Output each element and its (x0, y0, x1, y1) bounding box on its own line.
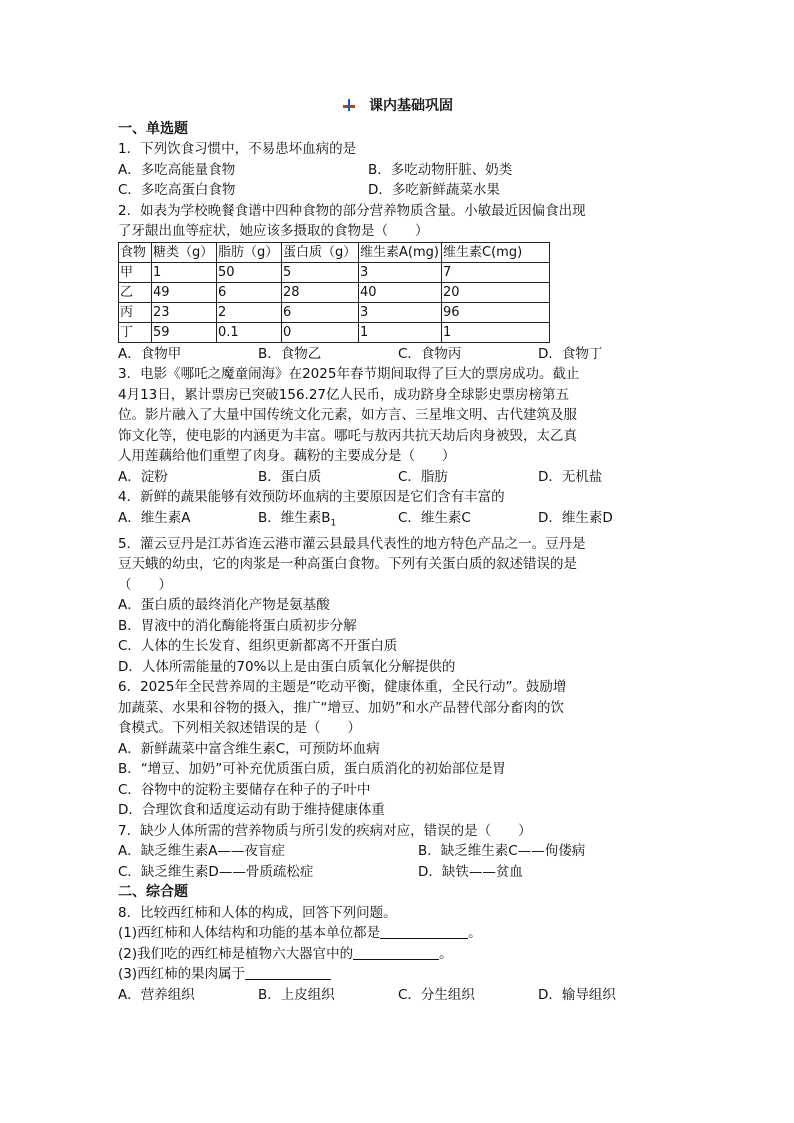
option-b: B．蛋白质 (258, 468, 322, 485)
answer-blank[interactable] (380, 924, 468, 939)
table-row (119, 282, 550, 302)
question-stem-line: 了牙龈出血等症状，她应该多摄取的食物是（ ） (118, 223, 429, 239)
table-cell: 0 (282, 322, 359, 342)
table-header-cell: 蛋白质（g） (282, 242, 359, 262)
table-cell: 7 (442, 262, 550, 282)
question-stem-line: 3．电影《哪吒之魔童闹海》在2025年春节期间取得了巨大的票房成功。截止 (118, 366, 580, 382)
table-cell: 1 (152, 262, 217, 282)
question-stem-line: 6．2025年全民营养周的主题是“吃动平衡，健康体重，全民行动”。鼓励增 (118, 679, 567, 696)
question-4 (118, 487, 678, 534)
question-stem-line: 5．灌云豆丹是江苏省连云港市灌云县最具代表性的地方特色产品之一。豆丹是 (118, 535, 586, 552)
question-stem: 1．下列饮食习惯中，不易患坏血病的是 (118, 141, 357, 157)
option-a: A．维生素A (118, 509, 191, 526)
answer-blank[interactable] (353, 945, 439, 960)
question-7 (118, 821, 678, 883)
table-header-row (119, 242, 550, 262)
table-cell: 5 (282, 262, 359, 282)
table-cell: 49 (152, 282, 217, 302)
option-d: D．无机盐 (538, 468, 603, 485)
option-b: B．胃液中的消化酶能将蛋白质初步分解 (118, 617, 357, 634)
table-cell: 0.1 (217, 322, 282, 342)
question-6 (118, 677, 678, 821)
question-2 (118, 201, 678, 365)
sub-question-1: (1)西红柿和人体结构和功能的基本单位都是 。 (118, 925, 482, 942)
bullet-icon (343, 99, 355, 111)
table-cell: 3 (359, 302, 442, 322)
option-d: D．合理饮食和适度运动有助于维持健康体重 (118, 802, 385, 819)
option-a: A．淀粉 (118, 468, 168, 485)
option-b: B．“增豆、加奶”可补充优质蛋白质，蛋白质消化的初始部位是胃 (118, 761, 506, 778)
option-b: B．缺乏维生素C——佝偻病 (418, 843, 586, 860)
question-stem-line: 2．如表为学校晚餐食谱中四种食物的部分营养物质含量。小敏最近因偏食出现 (118, 202, 586, 219)
question-stem-line: 饰文化等，使电影的内涵更为丰富。哪吒与敖丙共抗天劫后肉身被毁，太乙真 (118, 427, 577, 444)
table-cell: 乙 (119, 282, 152, 302)
table-cell: 96 (442, 302, 550, 322)
page-title (118, 96, 678, 117)
table-cell: 丁 (119, 322, 152, 342)
table-cell: 23 (152, 302, 217, 322)
question-stem-line: 豆天蛾的幼虫，它的肉浆是一种高蛋白食物。下列有关蛋白质的叙述错误的是 (118, 556, 577, 573)
table-header-cell: 维生素C(mg) (442, 242, 550, 262)
table-cell: 59 (152, 322, 217, 342)
table-header-cell: 食物 (119, 242, 152, 262)
option-c: C．缺乏维生素D——骨质疏松症 (118, 863, 314, 880)
table-header-cell: 维生素A(mg) (359, 242, 442, 262)
table-cell: 2 (217, 302, 282, 322)
question-stem-line: （ ） (118, 576, 172, 593)
option-d: D．缺铁——贫血 (418, 863, 523, 880)
table-cell: 28 (282, 282, 359, 302)
option-b: B．维生素$B_1$ (258, 509, 337, 529)
question-5 (118, 534, 678, 678)
question-stem-line: 加蔬菜、水果和谷物的摄入，推广“增豆、加奶”和水产品替代部分畜肉的饮 (118, 699, 564, 716)
option-a: A．食物甲 (118, 345, 182, 362)
option-a: A．缺乏维生素A——夜盲症 (118, 843, 285, 860)
question-stem-line: 人用莲藕给他们重塑了肉身。藕粉的主要成分是（ ） (118, 448, 456, 464)
worksheet-page (118, 96, 678, 1005)
table-cell: 6 (282, 302, 359, 322)
question-stem: 7．缺少人体所需的营养物质与所引发的疾病对应，错误的是（ ） (118, 822, 532, 839)
table-cell: 1 (359, 322, 442, 342)
option-a: A．多吃高能量食物 (118, 161, 236, 178)
option-c: C．谷物中的淀粉主要储存在种子的子叶中 (118, 781, 371, 798)
option-b: B．上皮组织 (258, 986, 335, 1003)
table-header-cell: 糖类（g） (152, 242, 217, 262)
section-heading-single-choice: 一、单选题 (118, 120, 188, 137)
option-d: D．人体所需能量的70%以上是由蛋白质氧化分解提供的 (118, 658, 456, 675)
option-c: C．食物丙 (398, 345, 462, 362)
table-cell: 1 (442, 322, 550, 342)
table-cell: 甲 (119, 262, 152, 282)
option-b: B．多吃动物肝脏、奶类 (368, 161, 513, 178)
sub-question-3: (3)西红柿的果肉属于 (118, 964, 678, 985)
option-c: C．人体的生长发育、组织更新都离不开蛋白质 (118, 638, 398, 655)
table-row (119, 262, 550, 282)
question-stem-line: 4月13日，累计票房已突破156.27亿人民币，成功跻身全球影史票房榜第五 (118, 386, 570, 403)
sub-question-2: (2)我们吃的西红柿是植物六大器官中的 。 (118, 945, 453, 962)
table-header-cell: 脂肪（g） (217, 242, 282, 262)
table-cell: 50 (217, 262, 282, 282)
option-c: C．多吃高蛋白食物 (118, 182, 236, 198)
option-d: D．输导组织 (538, 986, 616, 1003)
question-stem-line: 位。影片融入了大量中国传统文化元素，如方言、三星堆文明、古代建筑及服 (118, 407, 577, 423)
option-b: B．食物乙 (258, 345, 322, 362)
option-d: D．多吃新鲜蔬菜水果 (368, 182, 500, 198)
section-heading-comprehensive: 二、综合题 (118, 884, 188, 901)
question-stem-line: 食模式。下列相关叙述错误的是（ ） (118, 720, 361, 737)
table-row (119, 322, 550, 342)
question-1 (118, 139, 678, 201)
question-3 (118, 364, 678, 487)
table-cell: 6 (217, 282, 282, 302)
option-a: A．新鲜蔬菜中富含维生素C，可预防坏血病 (118, 740, 380, 757)
table-row (119, 302, 550, 322)
table-cell: 20 (442, 282, 550, 302)
option-d: D．维生素D (538, 509, 613, 526)
table-cell: 丙 (119, 302, 152, 322)
question-stem: 4．新鲜的蔬果能够有效预防坏血病的主要原因是它们含有丰富的 (118, 489, 505, 505)
option-a: A．蛋白质的最终消化产物是氨基酸 (118, 597, 330, 614)
option-a: A．营养组织 (118, 986, 195, 1003)
nutrition-table (118, 242, 550, 343)
answer-blank[interactable] (245, 965, 331, 980)
option-c: C．脂肪 (398, 468, 448, 485)
question-stem: 8．比较西红柿和人体的构成，回答下列问题。 (118, 904, 397, 921)
table-cell: 40 (359, 282, 442, 302)
option-c: C．维生素C (398, 509, 471, 526)
option-c: C．分生组织 (398, 986, 475, 1003)
option-d: D．食物丁 (538, 345, 603, 362)
title-text: 课内基础巩固 (369, 98, 453, 114)
table-cell: 3 (359, 262, 442, 282)
question-8 (118, 903, 678, 1006)
subscript: 1 (330, 518, 337, 529)
